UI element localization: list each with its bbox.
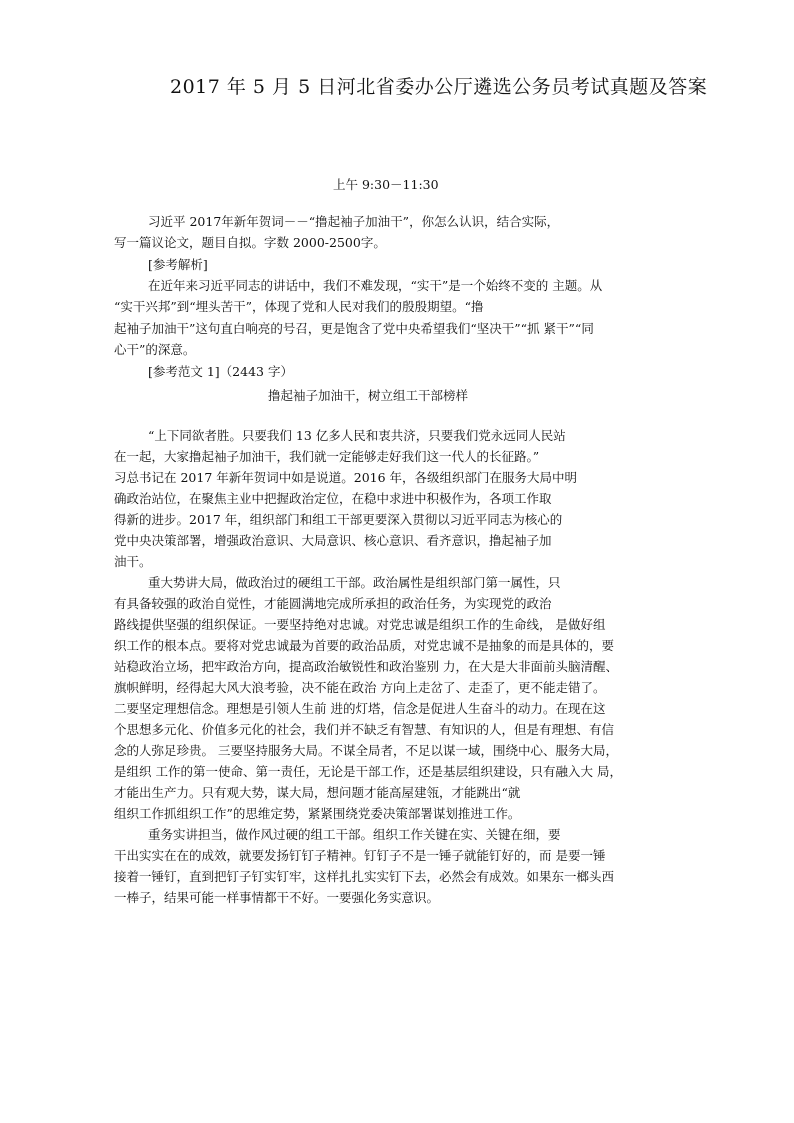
- analysis-line: “实干兴邦”到“埋头苦干”，体现了党和人民对我们的殷殷期望。“撸: [114, 299, 484, 314]
- analysis-line: 起袖子加油干”这句直白响亮的号召，更是饱含了党中央希望我们“坚决干”“抓 紧干”“同: [114, 321, 594, 336]
- essay-line: 干出实实在在的成效，就要发扬钉钉子精神。钉钉子不是一锤子就能钉好的，而 是要一锤: [114, 848, 606, 863]
- essay-line: 党中央决策部署，增强政治意识、大局意识、核心意识、看齐意识，撸起袖子加: [114, 533, 552, 548]
- essay-line: 有具备较强的政治自觉性，才能圆满地完成所承担的政治任务，为实现党的政治: [114, 596, 552, 611]
- essay-line: 是组织 工作的第一使命、第一责任，无论是干部工作，还是基层组织建设，只有融入大 局，: [114, 764, 622, 779]
- essay-line: 路线提供坚强的组织保证。一要坚持绝对忠诚。对党忠诚是组织工作的生命线， 是做好组: [114, 617, 606, 632]
- essay-line: 才能出生产力。只有观大势，谋大局，想问题才能高屋建瓴，才能跳出“就: [114, 785, 521, 800]
- question-line: 习近平 2017年新年贺词－－“撸起袖子加油干”，你怎么认识，结合实际，: [148, 214, 560, 229]
- exam-time: 上午 9:30－11:30: [333, 177, 439, 192]
- document-title: 2017 年 5 月 5 日河北省委办公厅遴选公务员考试真题及答案: [170, 76, 708, 98]
- essay-line: “上下同欲者胜。只要我们 13 亿多人民和衷共济，只要我们党永远同人民站: [148, 428, 566, 443]
- question-line: 写一篇议论文，题目自拟。字数 2000-2500字。: [114, 235, 386, 250]
- essay-label: [参考范文 1]（2443 字）: [148, 364, 293, 379]
- essay-line: 二要坚定理想信念。理想是引领人生前 进的灯塔，信念是促进人生奋斗的动力。在现在这: [114, 701, 606, 716]
- essay-title: 撸起袖子加油干，树立组工干部榜样: [268, 388, 469, 403]
- essay-line: 站稳政治立场，把牢政治方向，提高政治敏锐性和政治鉴别 力，在大是大非面前头脑清醒、: [114, 659, 618, 674]
- analysis-label: [参考解析]: [148, 257, 208, 272]
- essay-line: 得新的进步。2017 年，组织部门和组工干部更要深入贯彻以习近平同志为核心的: [114, 512, 563, 527]
- essay-line: 织工作的根本点。要将对党忠诚最为首要的政治品质，对党忠诚不是抽象的而是具体的，要: [114, 638, 615, 653]
- analysis-line: 心干”的深意。: [114, 342, 196, 357]
- essay-line: 重大势讲大局，做政治过的硬组工干部。政治属性是组织部门第一属性，只: [148, 575, 561, 590]
- essay-line: 旗帜鲜明，经得起大风大浪考验，决不能在政治 方向上走岔了、走歪了，更不能走错了。: [114, 680, 606, 695]
- essay-line: 一棒子，结果可能一样事情都干不好。一要强化务实意识。: [114, 890, 440, 905]
- essay-line: 接着一锤钉，直到把钉子钉实钉牢，这样扎扎实实钉下去，必然会有成效。如果东一榔头西: [114, 869, 615, 884]
- essay-line: 重务实讲担当，做作风过硬的组工干部。组织工作关键在实、关键在细，要: [148, 827, 561, 842]
- essay-line: 油干。: [114, 554, 152, 569]
- essay-line: 组织工作抓组织工作”的思维定势，紧紧围绕党委决策部署谋划推进工作。: [114, 806, 521, 821]
- analysis-line: 在近年来习近平同志的讲话中，我们不难发现，“实干”是一个始终不变的 主题。从: [148, 278, 603, 293]
- essay-line: 念的人弥足珍贵。 三要坚持服务大局。不谋全局者，不足以谋一域，围绕中心、服务大局，: [114, 743, 618, 758]
- essay-line: 习总书记在 2017 年新年贺词中如是说道。2016 年，各级组织部门在服务大局中明: [114, 470, 578, 485]
- essay-line: 个思想多元化、价值多元化的社会，我们并不缺乏有智慧、有知识的人，但是有理想、有信: [114, 722, 615, 737]
- essay-line: 在一起，大家撸起袖子加油干，我们就一定能够走好我们这一代人的长征路。”: [114, 449, 540, 464]
- essay-line: 确政治站位，在聚焦主业中把握政治定位，在稳中求进中积极作为，各项工作取: [114, 491, 552, 506]
